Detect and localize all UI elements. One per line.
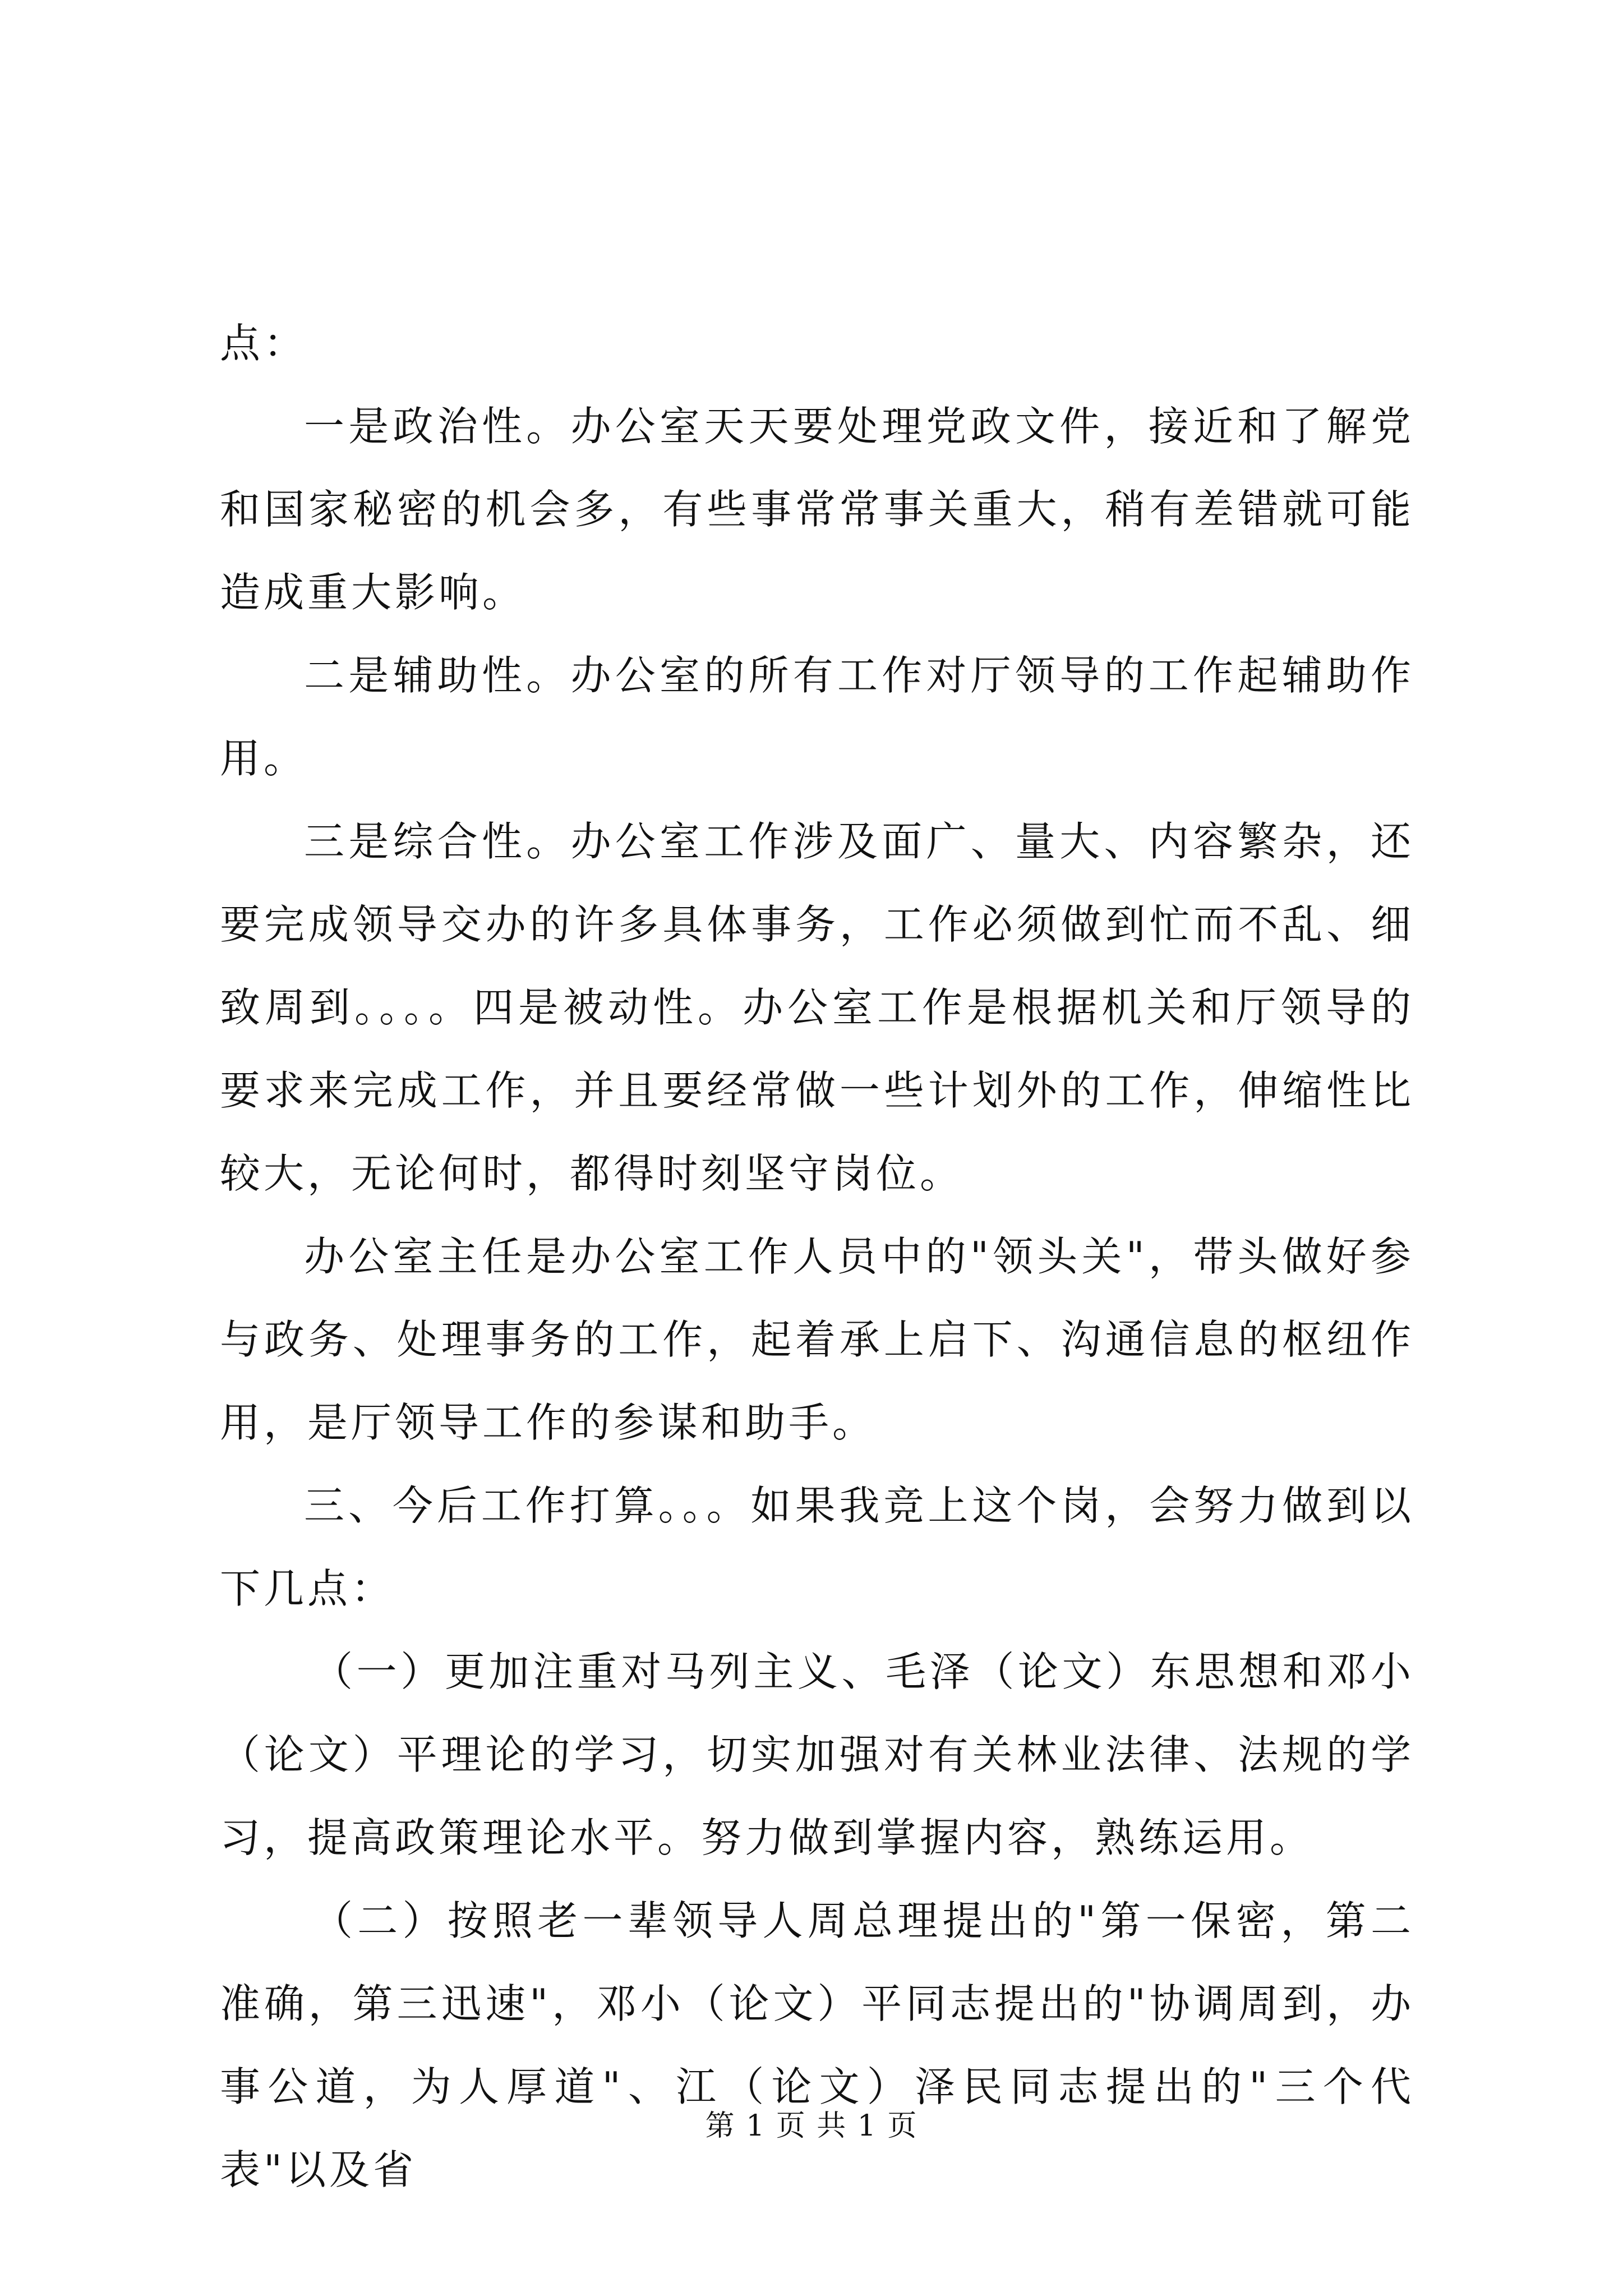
paragraph-director-role: 办公室主任是办公室工作人员中的"领头关"，带头做好参与政务、处理事务的工作，起着承上启下、沟通信息的枢纽作用，是厅领导工作的参谋和助手。 [220,1233,1414,1446]
document-body [220,302,1414,2211]
paragraph-political: 一是政治性。办公室天天要处理党政文件，接近和了解党和国家秘密的机会多，有些事常常事关重大，稍有差错就可能造成重大影响。 [220,403,1414,616]
paragraph-comprehensive: 三是综合性。办公室工作涉及面广、量大、内容繁杂，还要完成领导交办的许多具体事务，工作必须做到忙而不乱、细致周到。。。。四是被动性。办公室工作是根据机关和厅领导的要求来完成工作，并且要经常做一些计划外的工作，伸缩性比较大，无论何时，都得时刻坚守岗位。 [220,818,1414,1197]
page-number-label: 第 1 页 共 1 页 [705,2109,918,2143]
paragraph-item-one: （一）更加注重对马列主义、毛泽（论文）东思想和邓小（论文）平理论的学习，切实加强对有关林业法律、法规的学习，提高政策理论水平。努力做到掌握内容，熟练运用。 [220,1648,1414,1861]
paragraph-continuation: 点： [220,320,308,367]
page-footer [0,2106,1623,2146]
paragraph-item-two: （二）按照老一辈领导人周总理提出的"第一保密，第二准确，第三迅速"，邓小（论文）平同志提出的"协调周到，办事公道，为人厚道"、江（论文）泽民同志提出的"三个代表"以及省 [220,1897,1414,2193]
paragraph-future-plans: 三、今后工作打算。。。如果我竞上这个岗，会努力做到以下几点： [220,1482,1414,1612]
paragraph-auxiliary: 二是辅助性。办公室的所有工作对厅领导的工作起辅助作用。 [220,652,1414,782]
